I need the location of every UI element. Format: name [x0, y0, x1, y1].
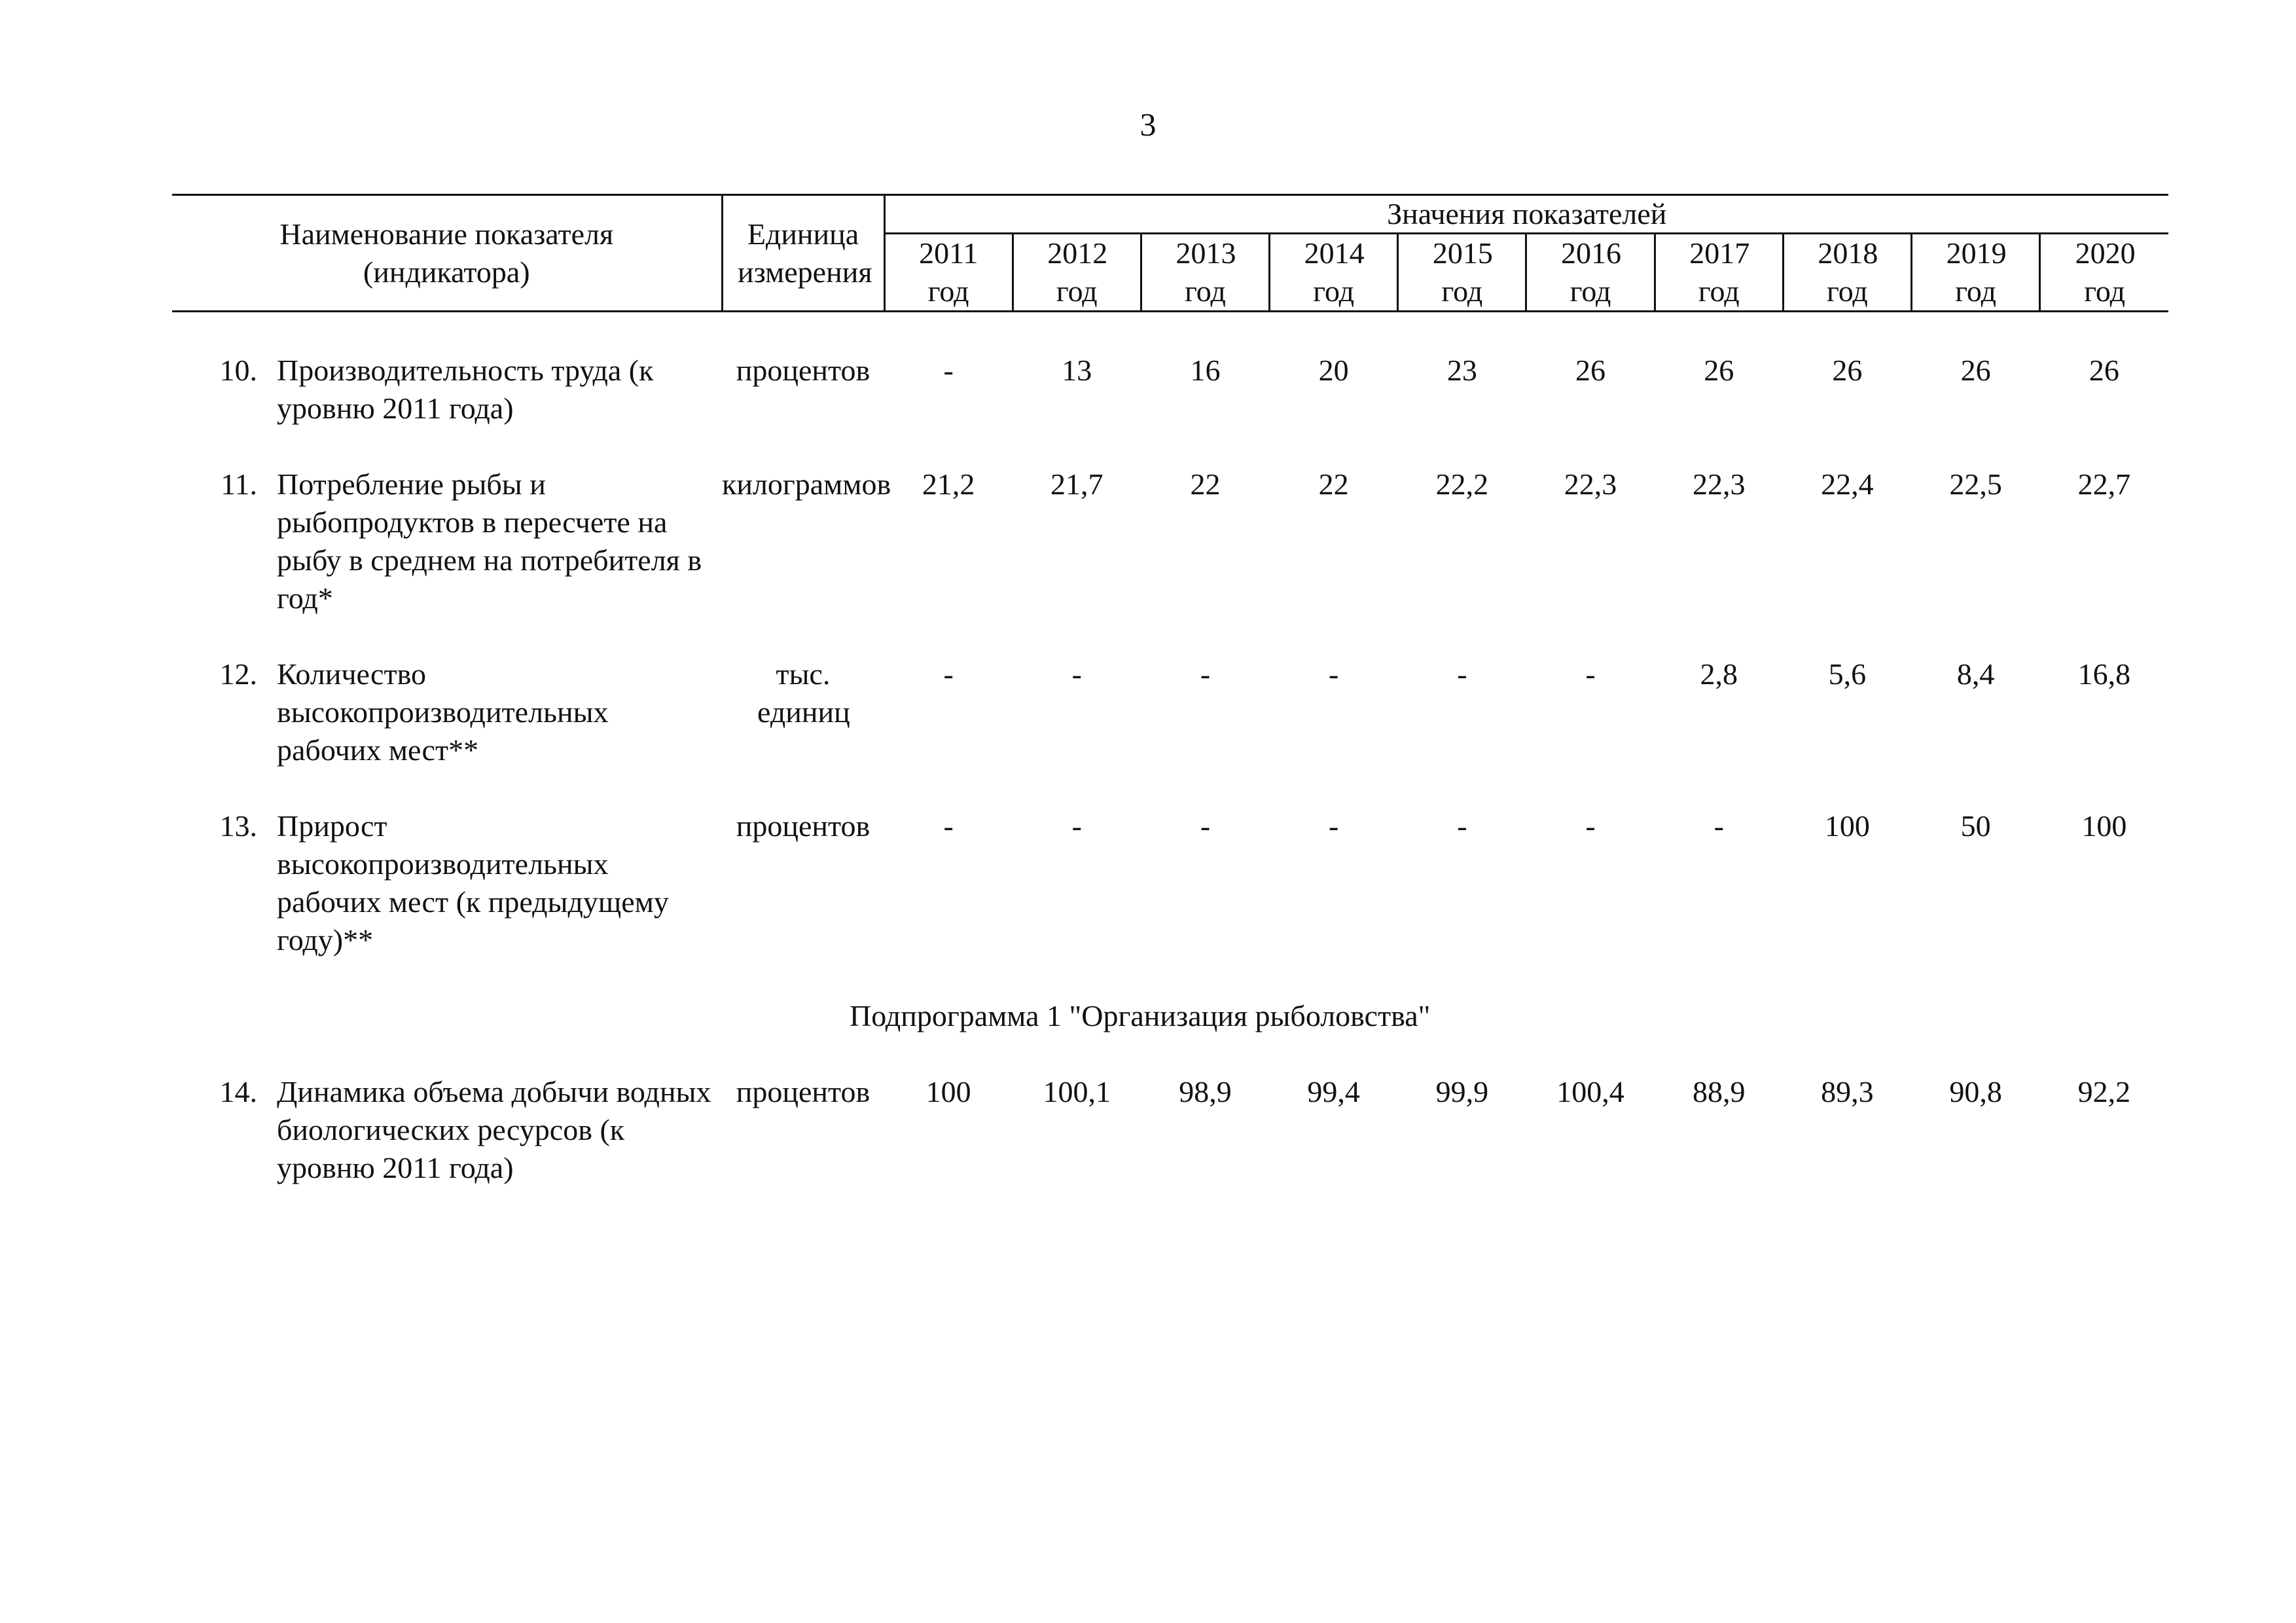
- value-cell: 26: [1960, 354, 1991, 387]
- value-cell: 22: [1318, 467, 1349, 501]
- table-body: [172, 312, 2168, 1188]
- value-cell: 26: [1704, 354, 1734, 387]
- subprogram-title: Подпрограмма 1 "Организация рыболовства": [850, 999, 1431, 1032]
- value-cell: -: [943, 809, 954, 843]
- indicator-name-cell: [172, 352, 722, 428]
- table-row: [172, 655, 2168, 769]
- value-cell: 100,1: [1043, 1075, 1111, 1108]
- value-cell: -: [1457, 809, 1467, 843]
- header-year: 2015 год: [1398, 234, 1526, 312]
- table-header: [172, 195, 2168, 312]
- header-year: 2014 год: [1270, 234, 1398, 312]
- indicator-name: Производительность труда (к уровню 2011 года): [277, 354, 654, 425]
- unit-cell: процентов: [736, 354, 870, 387]
- indicator-name-cell: [172, 465, 722, 617]
- table-row: [172, 807, 2168, 959]
- header-year: 2018 год: [1783, 234, 1911, 312]
- value-cell: 16,8: [2077, 657, 2131, 691]
- value-cell: 5,6: [1828, 657, 1867, 691]
- header-year: 2020 год: [2040, 234, 2168, 312]
- row-number: 10.: [219, 354, 257, 387]
- indicator-name: Количество высокопроизводительных рабочих мест**: [277, 657, 609, 767]
- value-cell: 100: [2081, 809, 2127, 843]
- value-cell: 50: [1960, 809, 1991, 843]
- value-cell: 2,8: [1700, 657, 1738, 691]
- value-cell: 26: [1832, 354, 1863, 387]
- value-cell: 89,3: [1821, 1075, 1874, 1108]
- indicator-name: Потребление рыбы и рыбопродуктов в пересчете на рыбу в среднем на потребителя в год*: [277, 467, 702, 615]
- value-cell: 88,9: [1692, 1075, 1746, 1108]
- indicator-name-cell: [172, 1073, 722, 1187]
- page-number: 3: [1139, 106, 1157, 143]
- indicator-name: Динамика объема добычи водных биологических ресурсов (к уровню 2011 года): [277, 1075, 711, 1184]
- value-cell: -: [1585, 657, 1596, 691]
- value-cell: -: [1585, 809, 1596, 843]
- table-row: [172, 465, 2168, 617]
- value-cell: -: [1071, 809, 1082, 843]
- value-cell: -: [1071, 657, 1082, 691]
- value-cell: 99,4: [1307, 1075, 1360, 1108]
- value-cell: 16: [1190, 354, 1221, 387]
- value-cell: -: [1200, 657, 1211, 691]
- value-cell: 23: [1446, 354, 1477, 387]
- table-row: [172, 1073, 2168, 1187]
- value-cell: 21,7: [1050, 467, 1103, 501]
- header-year: 2017 год: [1655, 234, 1783, 312]
- value-cell: -: [1329, 657, 1339, 691]
- value-cell: 8,4: [1956, 657, 1995, 691]
- value-cell: 20: [1318, 354, 1349, 387]
- unit-cell: процентов: [736, 809, 870, 843]
- value-cell: -: [1457, 657, 1467, 691]
- value-cell: -: [1713, 809, 1724, 843]
- value-cell: 13: [1062, 354, 1092, 387]
- value-cell: 22,3: [1692, 467, 1746, 501]
- value-cell: 98,9: [1179, 1075, 1232, 1108]
- value-cell: -: [1200, 809, 1211, 843]
- header-values: Значения показателей: [884, 195, 2168, 234]
- value-cell: 100: [1824, 809, 1870, 843]
- unit-cell: тыс. единиц: [757, 657, 850, 729]
- value-cell: -: [1329, 809, 1339, 843]
- header-indicator-name: Наименование показателя (индикатора): [172, 195, 722, 312]
- header-year: 2016 год: [1526, 234, 1655, 312]
- value-cell: 99,9: [1435, 1075, 1489, 1108]
- indicators-table-wrapper: [172, 194, 2168, 1187]
- value-cell: -: [943, 657, 954, 691]
- value-cell: 21,2: [922, 467, 975, 501]
- header-year: 2012 год: [1013, 234, 1141, 312]
- header-year: 2019 год: [1912, 234, 2040, 312]
- table-row: [172, 352, 2168, 428]
- row-number: 14.: [219, 1075, 257, 1108]
- value-cell: 92,2: [2077, 1075, 2131, 1108]
- row-number: 12.: [219, 657, 257, 691]
- header-year: 2011 год: [884, 234, 1013, 312]
- header-unit: Единица измерения: [722, 195, 884, 312]
- indicators-table: [172, 194, 2168, 1187]
- value-cell: 22,3: [1564, 467, 1617, 501]
- value-cell: 22,7: [2077, 467, 2131, 501]
- value-cell: 26: [1575, 354, 1606, 387]
- indicator-name: Прирост высокопроизводительных рабочих мест (к предыдущему году)**: [277, 809, 669, 957]
- unit-cell: процентов: [736, 1075, 870, 1108]
- subprogram-row: [172, 997, 2168, 1035]
- value-cell: 100: [925, 1075, 971, 1108]
- value-cell: 22: [1190, 467, 1221, 501]
- value-cell: 26: [2089, 354, 2119, 387]
- value-cell: 22,4: [1821, 467, 1874, 501]
- value-cell: 22,2: [1435, 467, 1489, 501]
- indicator-name-cell: [172, 655, 722, 769]
- row-number: 11.: [221, 467, 257, 501]
- row-number: 13.: [219, 809, 257, 843]
- value-cell: 22,5: [1949, 467, 2002, 501]
- value-cell: -: [943, 354, 954, 387]
- unit-cell: килограммов: [722, 467, 891, 501]
- header-year: 2013 год: [1141, 234, 1269, 312]
- value-cell: 100,4: [1556, 1075, 1624, 1108]
- value-cell: 90,8: [1949, 1075, 2002, 1108]
- indicator-name-cell: [172, 807, 722, 959]
